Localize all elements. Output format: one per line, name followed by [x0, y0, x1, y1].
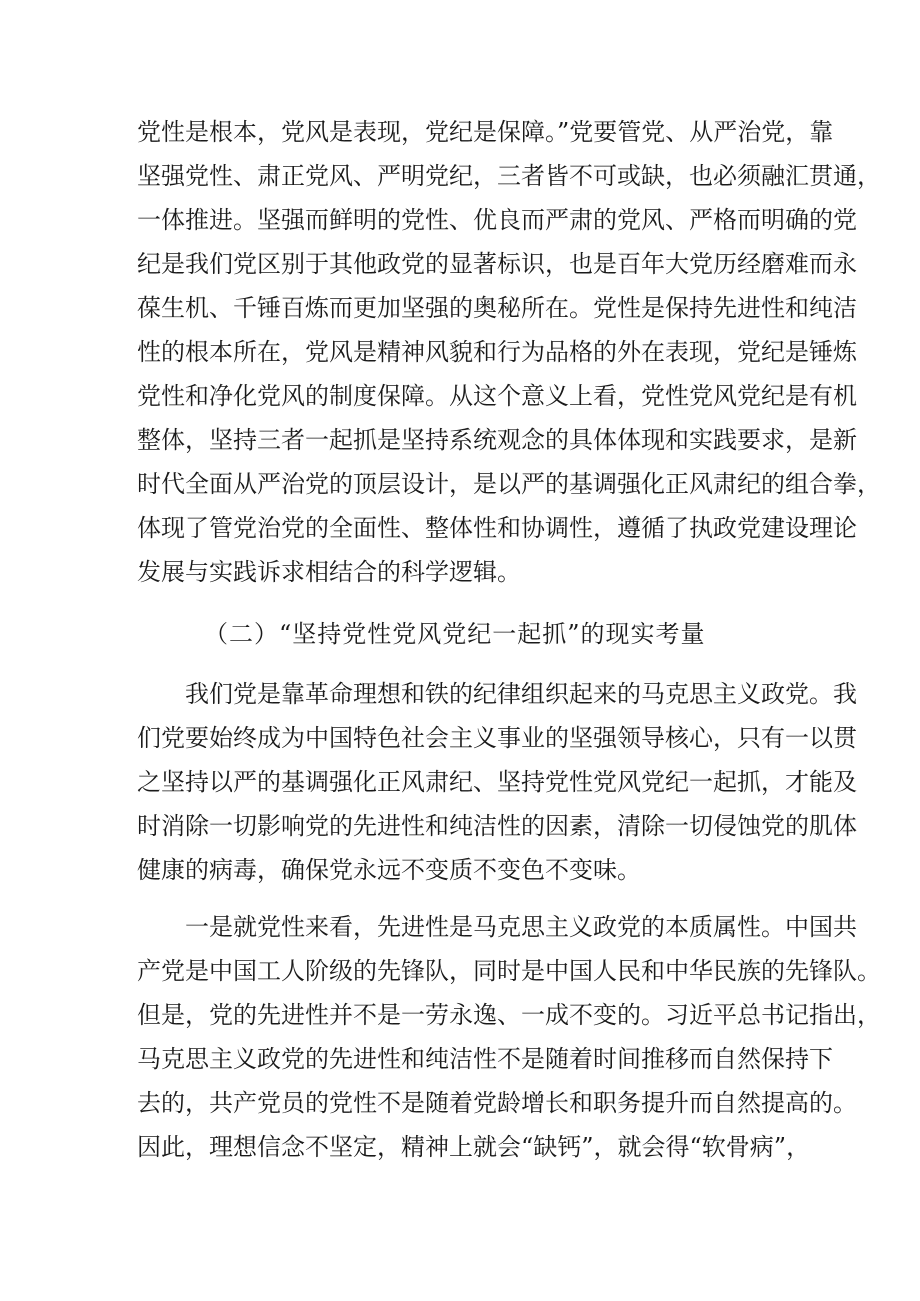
paragraph-line: 一体推进。坚强而鲜明的党性、优良而严肃的党风、严格而明确的党	[137, 206, 857, 234]
paragraph-line: 党性是根本，党风是表现，党纪是保障。”党要管党、从严治党，靠	[137, 118, 834, 146]
paragraph-line: 们党要始终成为中国特色社会主义事业的坚强领导核心，只有一以贯	[137, 724, 857, 752]
paragraph-line: 我们党是靠革命理想和铁的纪律组织起来的马克思主义政党。我	[185, 680, 857, 708]
paragraph-line: 整体，坚持三者一起抓是坚持系统观念的具体体现和实践要求，是新	[137, 426, 857, 454]
paragraph-line: 纪是我们党区别于其他政党的显著标识，也是百年大党历经磨难而永	[137, 250, 857, 278]
paragraph-line: 健康的病毒，确保党永远不变质不变色不变味。	[137, 856, 641, 884]
paragraph-line: 发展与实践诉求相结合的科学逻辑。	[137, 558, 521, 586]
paragraph-line: 马克思主义政党的先进性和纯洁性不是随着时间推移而自然保持下	[137, 1045, 833, 1073]
paragraph-line: 时消除一切影响党的先进性和纯洁性的因素，清除一切侵蚀党的肌体	[137, 812, 857, 840]
paragraph-line: 产党是中国工人阶级的先锋队，同时是中国人民和中华民族的先锋队。	[137, 957, 881, 985]
paragraph-line: 之坚持以严的基调强化正风肃纪、坚持党性党风党纪一起抓，才能及	[137, 768, 857, 796]
paragraph-line: 葆生机、千锤百炼而更加坚强的奥秘所在。党性是保持先进性和纯洁	[137, 294, 857, 322]
paragraph-line: 一是就党性来看，先进性是马克思主义政党的本质属性。中国共	[185, 913, 857, 941]
paragraph-line: 因此，理想信念不坚定，精神上就会“缺钙”，就会得“软骨病”，	[137, 1133, 811, 1161]
paragraph-line: 性的根本所在，党风是精神风貌和行为品格的外在表现，党纪是锤炼	[137, 338, 857, 366]
paragraph-line: 时代全面从严治党的顶层设计，是以严的基调强化正风肃纪的组合拳，	[137, 470, 881, 498]
paragraph-line: 体现了管党治党的全面性、整体性和协调性，遵循了执政党建设理论	[137, 514, 857, 542]
paragraph-line: 去的，共产党员的党性不是随着党龄增长和职务提升而自然提高的。	[137, 1089, 857, 1117]
paragraph-line: 党性和净化党风的制度保障。从这个意义上看，党性党风党纪是有机	[137, 382, 857, 410]
section-heading: （二）“坚持党性党风党纪一起抓”的现实考量	[204, 620, 706, 648]
paragraph-line: 坚强党性、肃正党风、严明党纪，三者皆不可或缺，也必须融汇贯通，	[137, 162, 881, 190]
paragraph-line: 但是，党的先进性并不是一劳永逸、一成不变的。习近平总书记指出，	[137, 1001, 881, 1029]
